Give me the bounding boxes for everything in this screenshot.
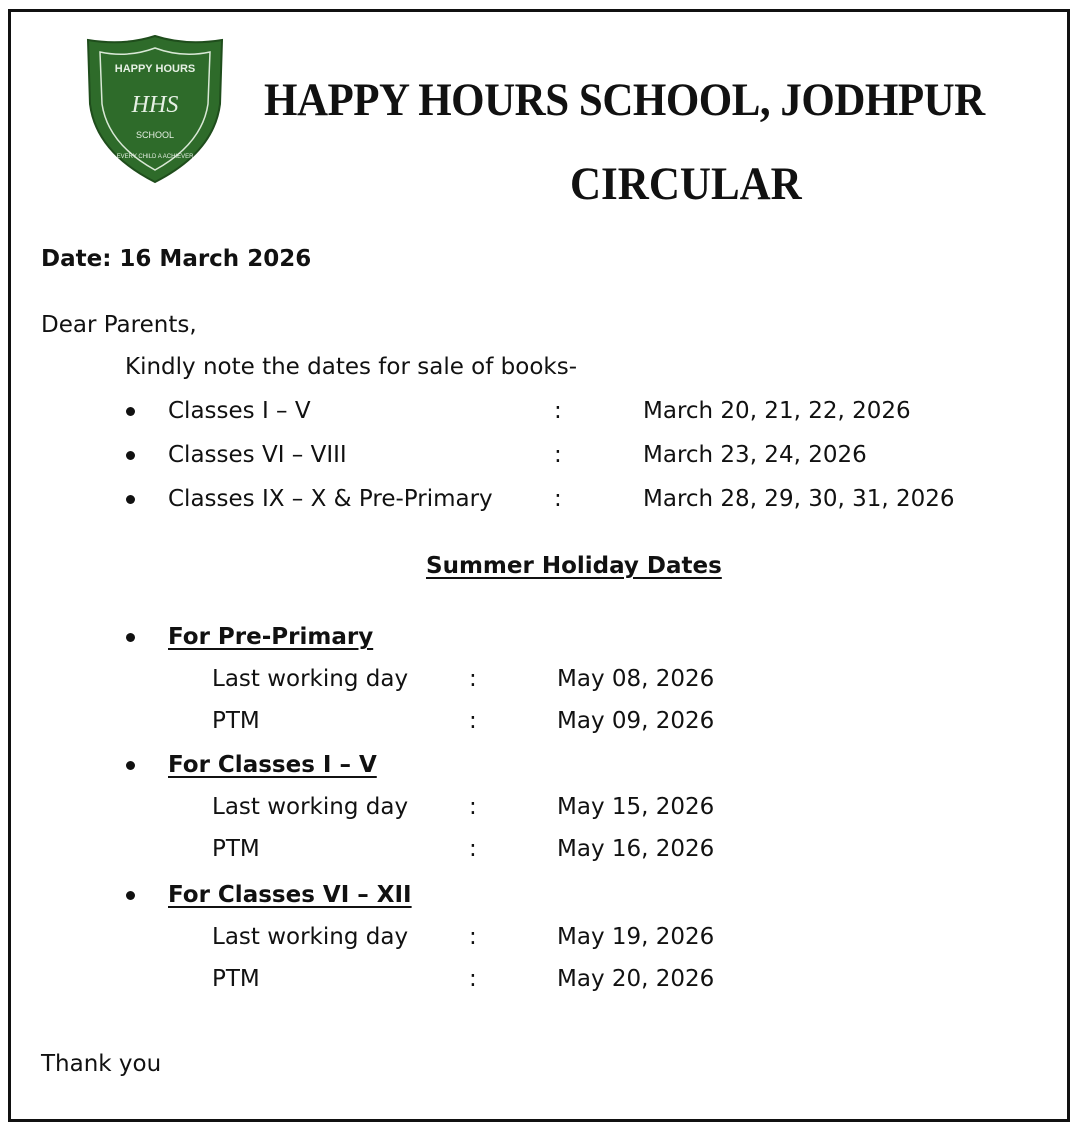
book-sale-classes: Classes IX – X & Pre-Primary [168, 486, 493, 512]
book-sale-separator: : [554, 398, 562, 424]
summer-row-date: May 15, 2026 [557, 794, 715, 820]
school-crest-shield-icon [84, 34, 226, 184]
book-sale-separator: : [554, 442, 562, 468]
logo-top-text: HAPPY HOURS [114, 63, 196, 75]
bullet-icon [126, 891, 135, 900]
summer-row-date: May 09, 2026 [557, 708, 715, 734]
summer-row-label: Last working day [212, 794, 409, 820]
school-name-title: HAPPY HOURS SCHOOL, JODHPUR [264, 75, 985, 126]
summer-row-date: May 08, 2026 [557, 666, 715, 692]
summer-row-separator: : [469, 794, 477, 820]
summer-row-label: PTM [212, 836, 260, 862]
circular-title: CIRCULAR [570, 159, 802, 210]
summer-row-separator: : [469, 966, 477, 992]
intro-text: Kindly note the dates for sale of books- [125, 354, 577, 380]
summer-row-label: PTM [212, 708, 260, 734]
summer-holiday-heading: Summer Holiday Dates [426, 553, 722, 579]
book-sale-dates: March 28, 29, 30, 31, 2026 [643, 486, 955, 512]
book-sale-separator: : [554, 486, 562, 512]
summer-row-date: May 20, 2026 [557, 966, 715, 992]
summer-row-separator: : [469, 924, 477, 950]
summer-group-title: For Classes VI – XII [168, 882, 412, 908]
summer-row-label: Last working day [212, 666, 409, 692]
logo-monogram: HHS [131, 92, 179, 118]
summer-row-date: May 16, 2026 [557, 836, 715, 862]
date-line: Date: 16 March 2026 [41, 246, 312, 272]
bullet-icon [126, 451, 135, 460]
summer-row-separator: : [469, 836, 477, 862]
book-sale-dates: March 23, 24, 2026 [643, 442, 867, 468]
logo-bottom-text: EVERY CHILD A ACHIEVER [116, 154, 194, 160]
summer-group-title: For Classes I – V [168, 752, 377, 778]
summer-group-title: For Pre-Primary [168, 624, 374, 650]
bullet-icon [126, 407, 135, 416]
bullet-icon [126, 761, 135, 770]
summer-row-date: May 19, 2026 [557, 924, 715, 950]
bullet-icon [126, 633, 135, 642]
logo-middle-text: SCHOOL [135, 130, 175, 140]
summer-row-separator: : [469, 666, 477, 692]
book-sale-dates: March 20, 21, 22, 2026 [643, 398, 911, 424]
summer-row-separator: : [469, 708, 477, 734]
book-sale-classes: Classes I – V [168, 398, 311, 424]
summer-row-label: PTM [212, 966, 260, 992]
book-sale-classes: Classes VI – VIII [168, 442, 347, 468]
salutation: Dear Parents, [41, 312, 197, 338]
closing-text: Thank you [41, 1051, 162, 1077]
bullet-icon [126, 495, 135, 504]
summer-row-label: Last working day [212, 924, 409, 950]
